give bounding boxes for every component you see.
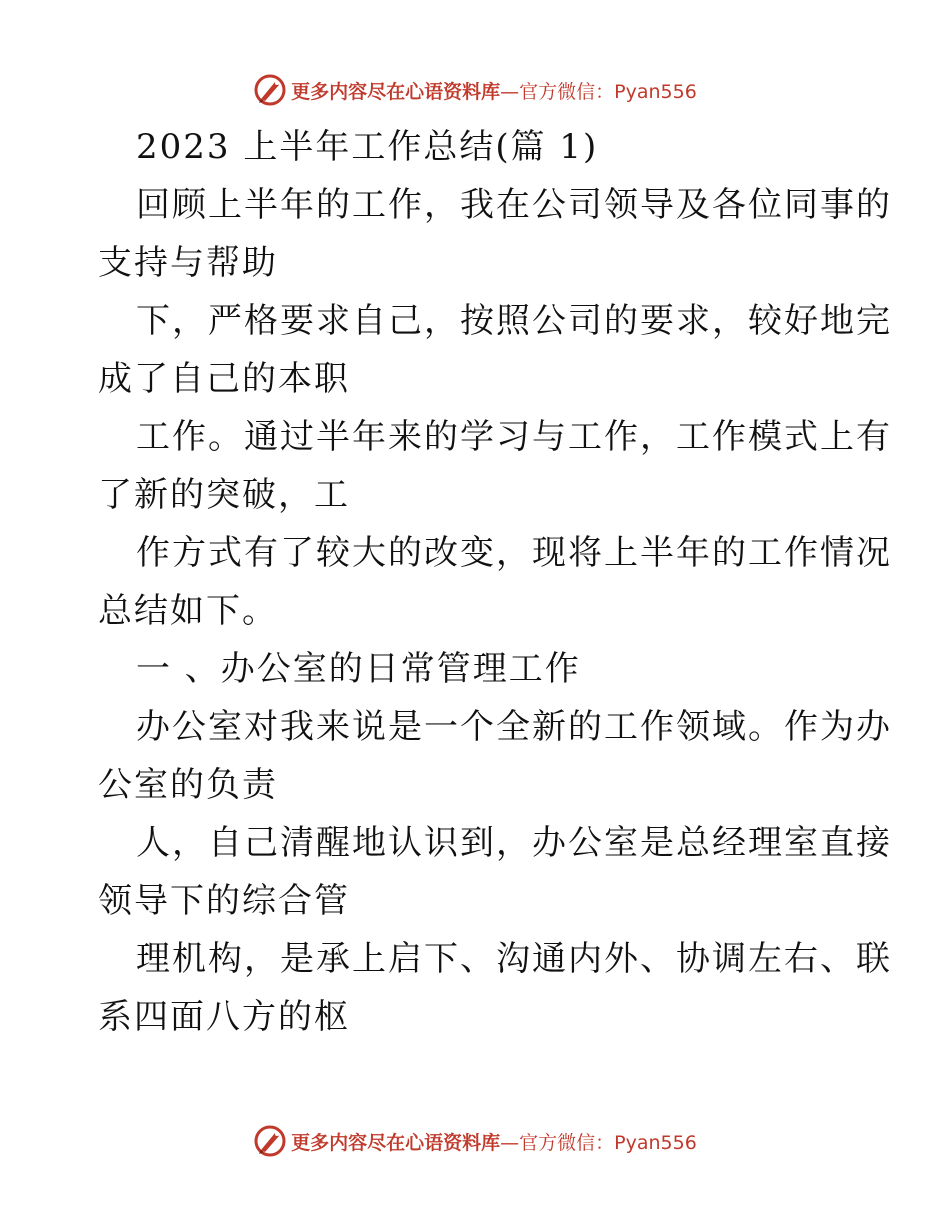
text-line: 回顾上半年的工作，我在公司领导及各位同事的 [136, 185, 892, 225]
footer-banner [0, 1121, 950, 1161]
banner-text: 更多内容尽在心语资料库 [291, 80, 501, 103]
text-line: 系四面八方的枢 [98, 997, 350, 1037]
quill-pen-logo-icon [253, 1124, 287, 1158]
text-line: 支持与帮助 [98, 243, 278, 283]
banner-contact: —官方微信：Pyan556 [500, 1131, 697, 1154]
text-line: 办公室对我来说是一个全新的工作领域。作为办 [136, 707, 892, 747]
text-line: 作方式有了较大的改变，现将上半年的工作情况 [136, 533, 892, 573]
section-heading: 一 、办公室的日常管理工作 [136, 649, 581, 689]
text-line: 总结如下。 [98, 591, 278, 631]
text-line: 理机构，是承上启下、沟通内外、协调左右、联 [136, 939, 892, 979]
text-line: 人，自己清醒地认识到，办公室是总经理室直接 [136, 823, 892, 863]
banner-text: 更多内容尽在心语资料库 [291, 1131, 501, 1154]
text-line: 了新的突破，工 [98, 475, 350, 515]
document-title: 2023 上半年工作总结(篇 1) [136, 127, 599, 167]
document-body [98, 118, 892, 1046]
banner-contact: —官方微信：Pyan556 [500, 80, 697, 103]
text-line: 工作。通过半年来的学习与工作，工作模式上有 [136, 417, 892, 457]
header-banner [0, 70, 950, 110]
text-line: 公室的负责 [98, 765, 278, 805]
quill-pen-logo-icon [253, 73, 287, 107]
text-line: 成了自己的本职 [98, 359, 350, 399]
text-line: 下，严格要求自己，按照公司的要求，较好地完 [136, 301, 892, 341]
text-line: 领导下的综合管 [98, 881, 350, 921]
